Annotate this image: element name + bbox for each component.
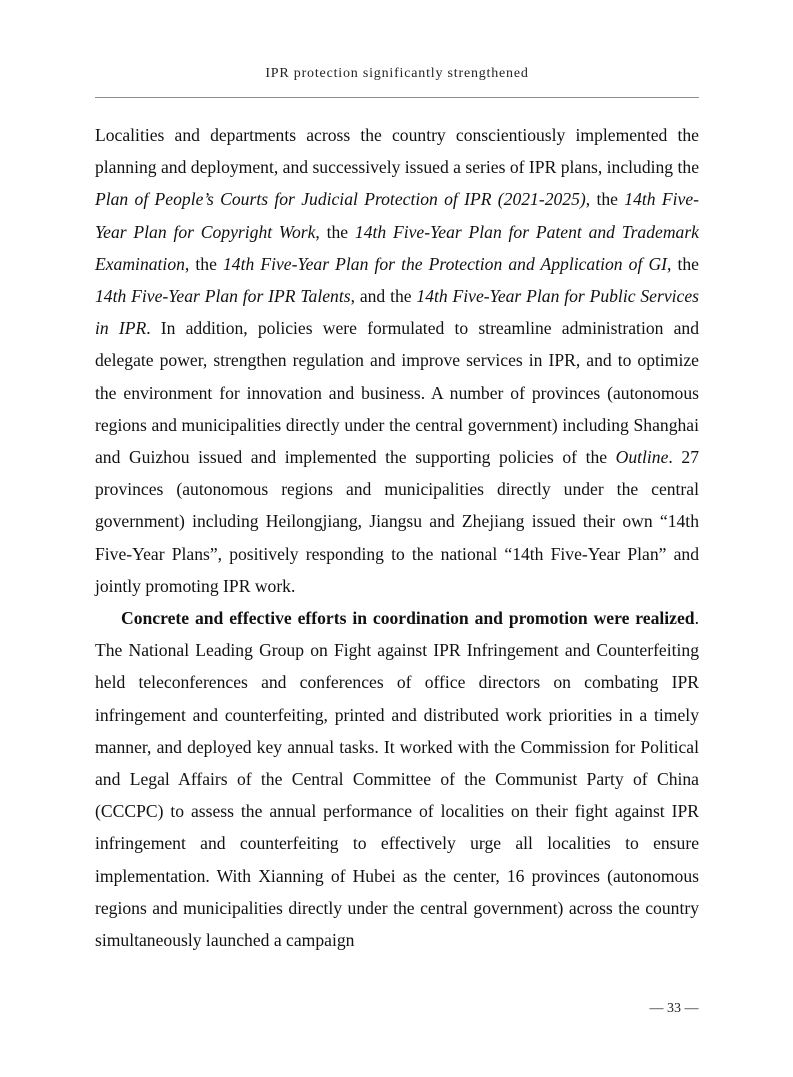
- paragraph-text: . 27 provinces (autonomous regions and municipalities directly under the central government) including Heilongjiang, Jiangsu and Zhejiang issued their own “14th Five-Year Plans”, positively responding to the national “14th Five-Year Plan” and jointly promoting IPR work.: [95, 447, 699, 596]
- plan-title: 14th Five-Year Plan for Patent and Trademark Examination: [95, 221, 699, 274]
- plan-title: 14th Five-Year Plan for the Protection and Application of GI: [222, 253, 668, 274]
- running-header: IPR protection significantly strengthened: [265, 66, 529, 81]
- plan-title: 14th Five-Year Plan for Public Services in IPR: [95, 286, 699, 339]
- paragraph-text: . In addition, policies were formulated to streamline administration and delegate power, strengthen regulation and improve services in IPR, and to optimize the environment for innovation and business. A number of provinces (autonomous regions and municipalities directly under the central government) including Shanghai and Guizhou issued and implemented the supporting policies of the: [95, 318, 700, 468]
- paragraph-text: . The National Leading Group on Fight against IPR Infringement and Counterfeiting held teleconferences and conferences of office directors on combating IPR infringement and counterfeiting, printed and distributed work priorities in a timely manner, and deployed key annual tasks. It worked with the Commission for Political and Legal Affairs of the Central Committee of the Communist Party of China (CCCPC) to assess the annual performance of localities on their fight against IPR infringement and counterfeiting to effectively urge all localities to ensure implementation. With Xianning of Hubei as the center, 16 provinces (autonomous regions and municipalities directly under the central government) across the country simultaneously launched a campaign: [95, 608, 699, 951]
- plan-title: 14th Five-Year Plan for IPR Talents: [95, 286, 351, 307]
- paragraph-ipr-plans: [95, 119, 699, 602]
- paragraph-text: Localities and departments across the country conscientiously implemented the planning and deployment, and successively issued a series of IPR plans, including the: [95, 125, 699, 178]
- paragraph-text: , the: [585, 189, 625, 210]
- paragraph-heading: Concrete and effective efforts in coordination and promotion were realized: [121, 608, 695, 629]
- document-title: Outline: [615, 447, 669, 468]
- plan-title: Plan of People’s Courts for Judicial Protection of IPR (2021-2025): [95, 189, 586, 210]
- paragraph-text: , and the: [350, 286, 417, 307]
- body-text: [95, 119, 699, 956]
- page-number: — 33 —: [649, 1001, 699, 1016]
- paragraph-coordination: [95, 602, 699, 956]
- paragraph-text: , the: [667, 253, 699, 274]
- paragraph-text: , the: [315, 221, 355, 242]
- header-divider: [95, 97, 699, 98]
- plan-title: 14th Five-Year Plan for Copyright Work: [95, 189, 699, 242]
- paragraph-text: , the: [184, 253, 223, 274]
